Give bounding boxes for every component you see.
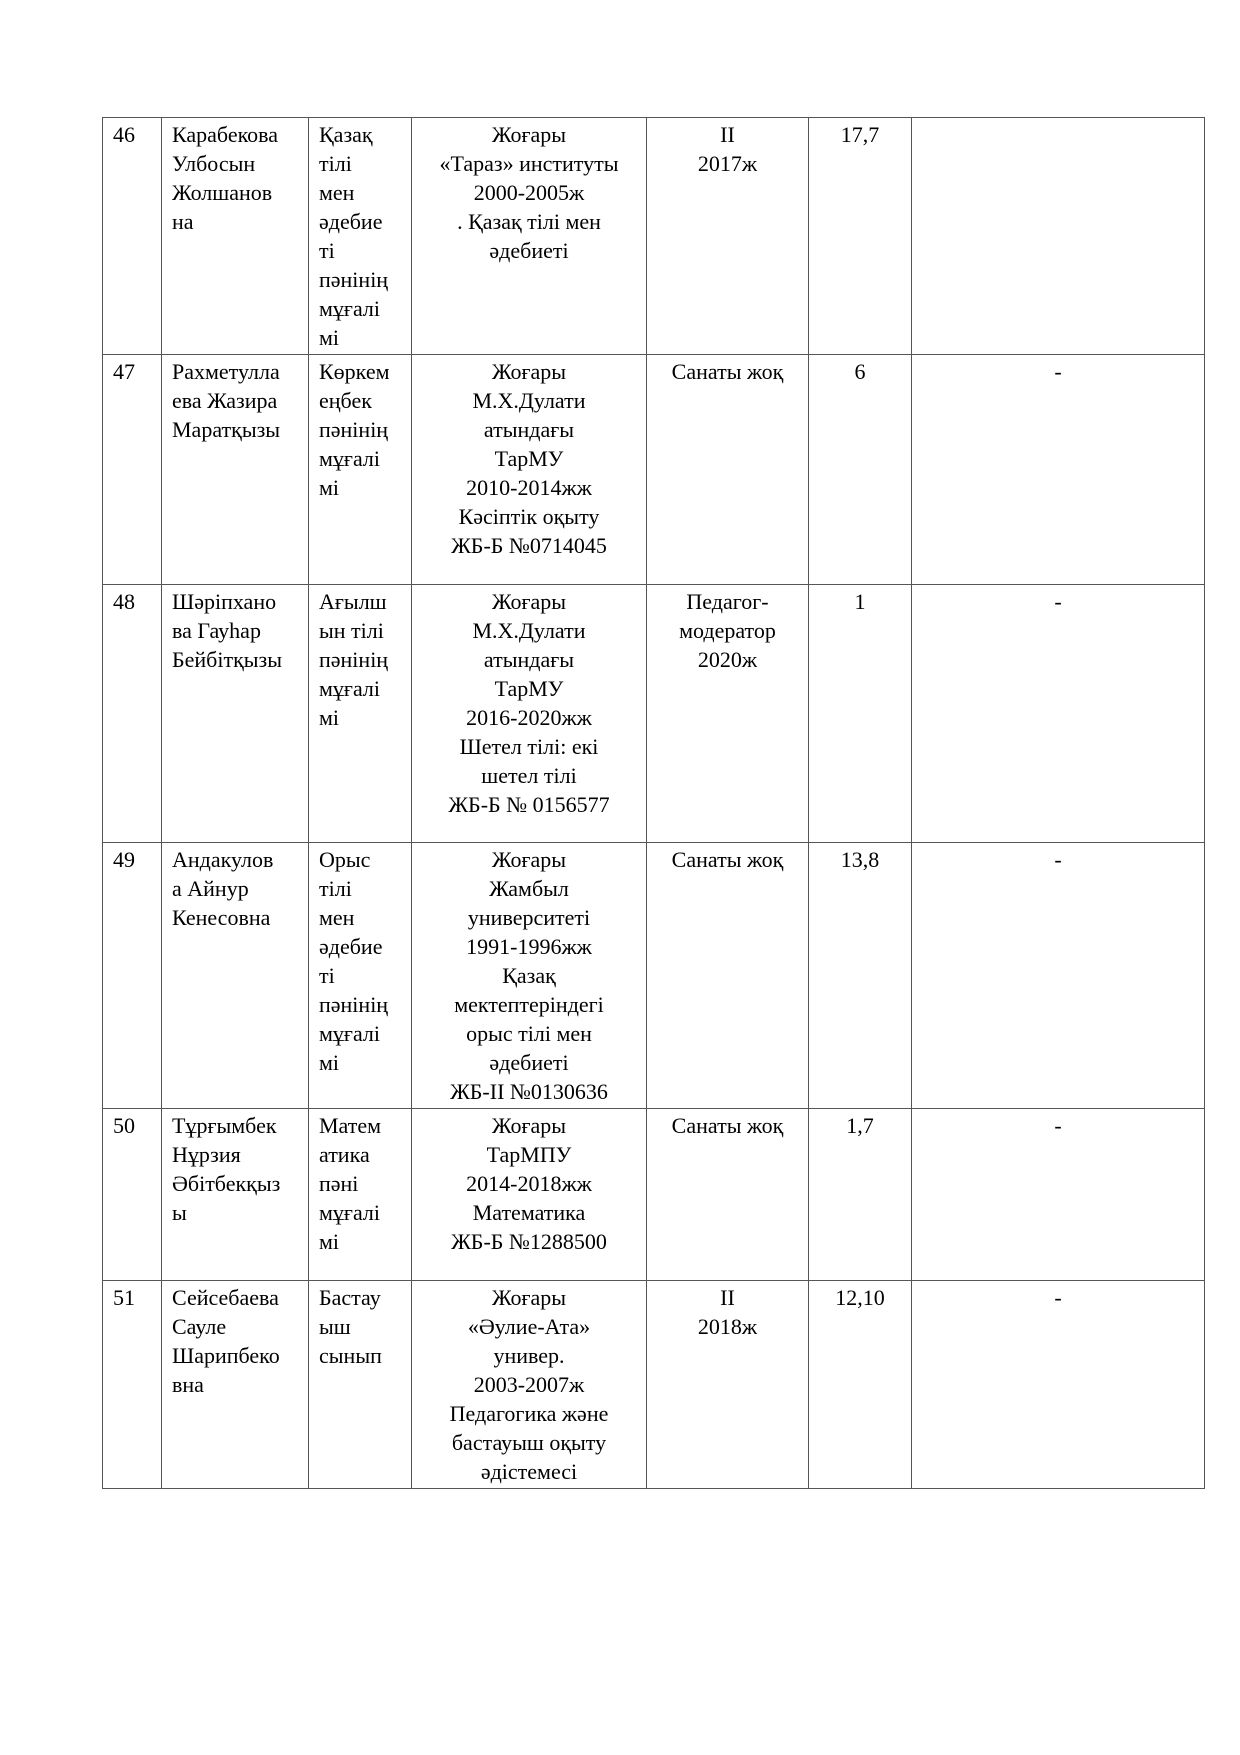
education-line: Қазақ (502, 963, 556, 988)
note-value: - (1054, 1285, 1062, 1310)
teacher-name-cell (162, 585, 309, 843)
teacher-name-line: Жолшанов (172, 180, 273, 205)
education-cell (412, 118, 647, 355)
subject-line: мі (319, 1050, 340, 1075)
experience-value: 1 (854, 589, 866, 614)
teacher-name-line: Сауле (172, 1314, 227, 1339)
note-cell (912, 118, 1205, 355)
subject-line: мұғалі (319, 676, 380, 701)
subject-line: ті (319, 963, 335, 988)
experience-cell (809, 1109, 912, 1281)
subject-line: мұғалі (319, 1200, 380, 1225)
education-line: 2000-2005ж (473, 180, 585, 205)
education-line: Жоғары (491, 847, 567, 872)
subject-line: пәнінің (319, 267, 389, 292)
education-line: әдебиеті (489, 238, 569, 263)
subject-line: Матем (319, 1113, 382, 1138)
subject-line: Орыс (319, 847, 371, 872)
education-line: универ. (493, 1343, 565, 1368)
education-line: Жамбыл (489, 876, 569, 901)
teacher-name-line: Нұрзия (172, 1142, 241, 1167)
experience-value: 13,8 (840, 847, 880, 872)
teacher-name-line: ва Гауһар (172, 618, 261, 643)
education-cell (412, 1281, 647, 1489)
table-row (103, 1281, 1205, 1489)
education-cell (412, 355, 647, 585)
education-line: шетел тілі (481, 763, 577, 788)
education-line: университеті (467, 905, 591, 930)
experience-value: 1,7 (846, 1113, 874, 1138)
teacher-name-line: на (172, 209, 194, 234)
education-cell (412, 585, 647, 843)
teacher-name-line: вна (172, 1372, 204, 1397)
teacher-name-line: ы (172, 1200, 187, 1225)
category-line: Санаты жоқ (671, 359, 784, 384)
subject-line: мі (319, 325, 340, 350)
table-row (103, 118, 1205, 355)
education-line: 2003-2007ж (473, 1372, 585, 1397)
subject-cell (309, 1281, 412, 1489)
teacher-name-line: Рахметулла (172, 359, 280, 384)
subject-line: еңбек (319, 388, 372, 413)
subject-cell (309, 843, 412, 1109)
teacher-name-cell (162, 843, 309, 1109)
education-line: ТарМУ (494, 446, 564, 471)
education-line: Жоғары (491, 122, 567, 147)
subject-line: мі (319, 1229, 340, 1254)
category-cell (647, 585, 809, 843)
teacher-name-cell (162, 118, 309, 355)
row-number-cell (103, 355, 162, 585)
note-cell (912, 1109, 1205, 1281)
education-line: . Қазақ тілі мен (457, 209, 601, 234)
teacher-name-line: Бейбітқызы (172, 647, 283, 672)
teacher-name-line: Маратқызы (172, 417, 281, 442)
teacher-name-line: Әбітбекқыз (172, 1171, 281, 1196)
subject-line: сынып (319, 1343, 382, 1368)
education-line: атындағы (483, 417, 575, 442)
education-line: «Тараз» институты (439, 151, 619, 176)
experience-cell (809, 585, 912, 843)
education-line: 2014-2018жж (466, 1171, 592, 1196)
experience-value: 12,10 (835, 1285, 885, 1310)
note-cell (912, 355, 1205, 585)
teacher-name-line: Улбосын (172, 151, 256, 176)
row-number: 46 (113, 122, 135, 147)
experience-value: 6 (854, 359, 866, 384)
category-cell (647, 118, 809, 355)
education-line: ТарМУ (494, 676, 564, 701)
education-line: атындағы (483, 647, 575, 672)
subject-line: Ағылш (319, 589, 387, 614)
category-line: 2020ж (697, 647, 758, 672)
education-line: М.Х.Дулати (472, 618, 586, 643)
subject-line: Бастау (319, 1285, 381, 1310)
note-value: - (1054, 847, 1062, 872)
experience-cell (809, 118, 912, 355)
row-number-cell (103, 118, 162, 355)
note-value: - (1054, 1113, 1062, 1138)
experience-cell (809, 843, 912, 1109)
education-line: Математика (472, 1200, 586, 1225)
education-line: Педагогика және (449, 1401, 609, 1426)
note-value: - (1054, 589, 1062, 614)
row-number-cell (103, 843, 162, 1109)
subject-line: пәнінің (319, 992, 389, 1017)
education-line: әдебиеті (489, 1050, 569, 1075)
teacher-name-line: а Айнур (172, 876, 249, 901)
education-line: орыс тілі мен (466, 1021, 592, 1046)
category-cell (647, 843, 809, 1109)
teacher-name-line: Карабекова (172, 122, 279, 147)
experience-value: 17,7 (840, 122, 880, 147)
subject-cell (309, 1109, 412, 1281)
teacher-name-line: Андакулов (172, 847, 274, 872)
teacher-name-line: Кенесовна (172, 905, 271, 930)
education-line: ЖБ-Б №0714045 (451, 533, 607, 558)
table-row (103, 355, 1205, 585)
row-number: 48 (113, 589, 135, 614)
row-number-cell (103, 585, 162, 843)
row-number-cell (103, 1109, 162, 1281)
education-line: 2010-2014жж (466, 475, 592, 500)
education-line: ЖБ-ІІ №0130636 (450, 1079, 608, 1104)
teacher-name-cell (162, 355, 309, 585)
subject-line: мұғалі (319, 1021, 380, 1046)
subject-line: әдебие (319, 209, 383, 234)
subject-line: мен (319, 180, 355, 205)
teacher-name-cell (162, 1281, 309, 1489)
subject-line: мі (319, 475, 340, 500)
category-line: Санаты жоқ (671, 847, 784, 872)
education-cell (412, 843, 647, 1109)
row-number: 49 (113, 847, 135, 872)
category-line: II (720, 122, 735, 147)
subject-cell (309, 585, 412, 843)
category-line: 2017ж (697, 151, 758, 176)
teacher-name-line: Шарипбеко (172, 1343, 280, 1368)
category-cell (647, 355, 809, 585)
education-line: 2016-2020жж (466, 705, 592, 730)
education-line: М.Х.Дулати (472, 388, 586, 413)
education-line: Кәсіптік оқыту (458, 504, 600, 529)
staff-table (102, 117, 1205, 1489)
note-cell (912, 843, 1205, 1109)
table-row (103, 585, 1205, 843)
experience-cell (809, 1281, 912, 1489)
subject-line: мен (319, 905, 355, 930)
education-line: Жоғары (491, 1285, 567, 1310)
category-line: 2018ж (697, 1314, 758, 1339)
category-line: Педагог- (686, 589, 769, 614)
category-cell (647, 1109, 809, 1281)
education-line: Шетел тілі: екі (459, 734, 599, 759)
education-line: мектептеріндегі (454, 992, 604, 1017)
subject-line: атика (319, 1142, 370, 1167)
education-line: 1991-1996жж (466, 934, 592, 959)
staff-table-body (103, 118, 1205, 1489)
education-line: «Әулие-Ата» (467, 1314, 591, 1339)
table-row (103, 843, 1205, 1109)
experience-cell (809, 355, 912, 585)
table-row (103, 1109, 1205, 1281)
note-cell (912, 1281, 1205, 1489)
education-line: Жоғары (491, 589, 567, 614)
subject-line: тілі (319, 876, 352, 901)
row-number: 47 (113, 359, 135, 384)
teacher-name-line: ева Жазира (172, 388, 278, 413)
education-line: Жоғары (491, 359, 567, 384)
category-line: II (720, 1285, 735, 1310)
education-line: ЖБ-Б №1288500 (451, 1229, 607, 1254)
note-value: - (1054, 359, 1062, 384)
education-line: Жоғары (491, 1113, 567, 1138)
subject-line: мұғалі (319, 446, 380, 471)
education-cell (412, 1109, 647, 1281)
subject-line: ын тілі (319, 618, 384, 643)
subject-line: пәнінің (319, 417, 389, 442)
subject-line: әдебие (319, 934, 383, 959)
subject-line: ыш (319, 1314, 351, 1339)
subject-line: Қазақ (319, 122, 373, 147)
row-number: 51 (113, 1285, 135, 1310)
category-line: модератор (679, 618, 776, 643)
education-line: бастауыш оқыту (451, 1430, 607, 1455)
education-line: ЖБ-Б № 0156577 (448, 792, 610, 817)
subject-line: ті (319, 238, 335, 263)
subject-line: пәні (319, 1171, 359, 1196)
row-number: 50 (113, 1113, 135, 1138)
subject-line: Көркем (319, 359, 390, 384)
subject-line: мі (319, 705, 340, 730)
note-cell (912, 585, 1205, 843)
teacher-name-line: Шәріпхано (172, 589, 277, 614)
subject-line: тілі (319, 151, 352, 176)
subject-cell (309, 355, 412, 585)
teacher-name-line: Сейсебаева (172, 1285, 279, 1310)
teacher-name-line: Тұрғымбек (172, 1113, 277, 1138)
subject-cell (309, 118, 412, 355)
subject-line: мұғалі (319, 296, 380, 321)
education-line: әдістемесі (480, 1459, 578, 1484)
teacher-name-cell (162, 1109, 309, 1281)
category-cell (647, 1281, 809, 1489)
row-number-cell (103, 1281, 162, 1489)
education-line: ТарМПУ (486, 1142, 572, 1167)
category-line: Санаты жоқ (671, 1113, 784, 1138)
subject-line: пәнінің (319, 647, 389, 672)
